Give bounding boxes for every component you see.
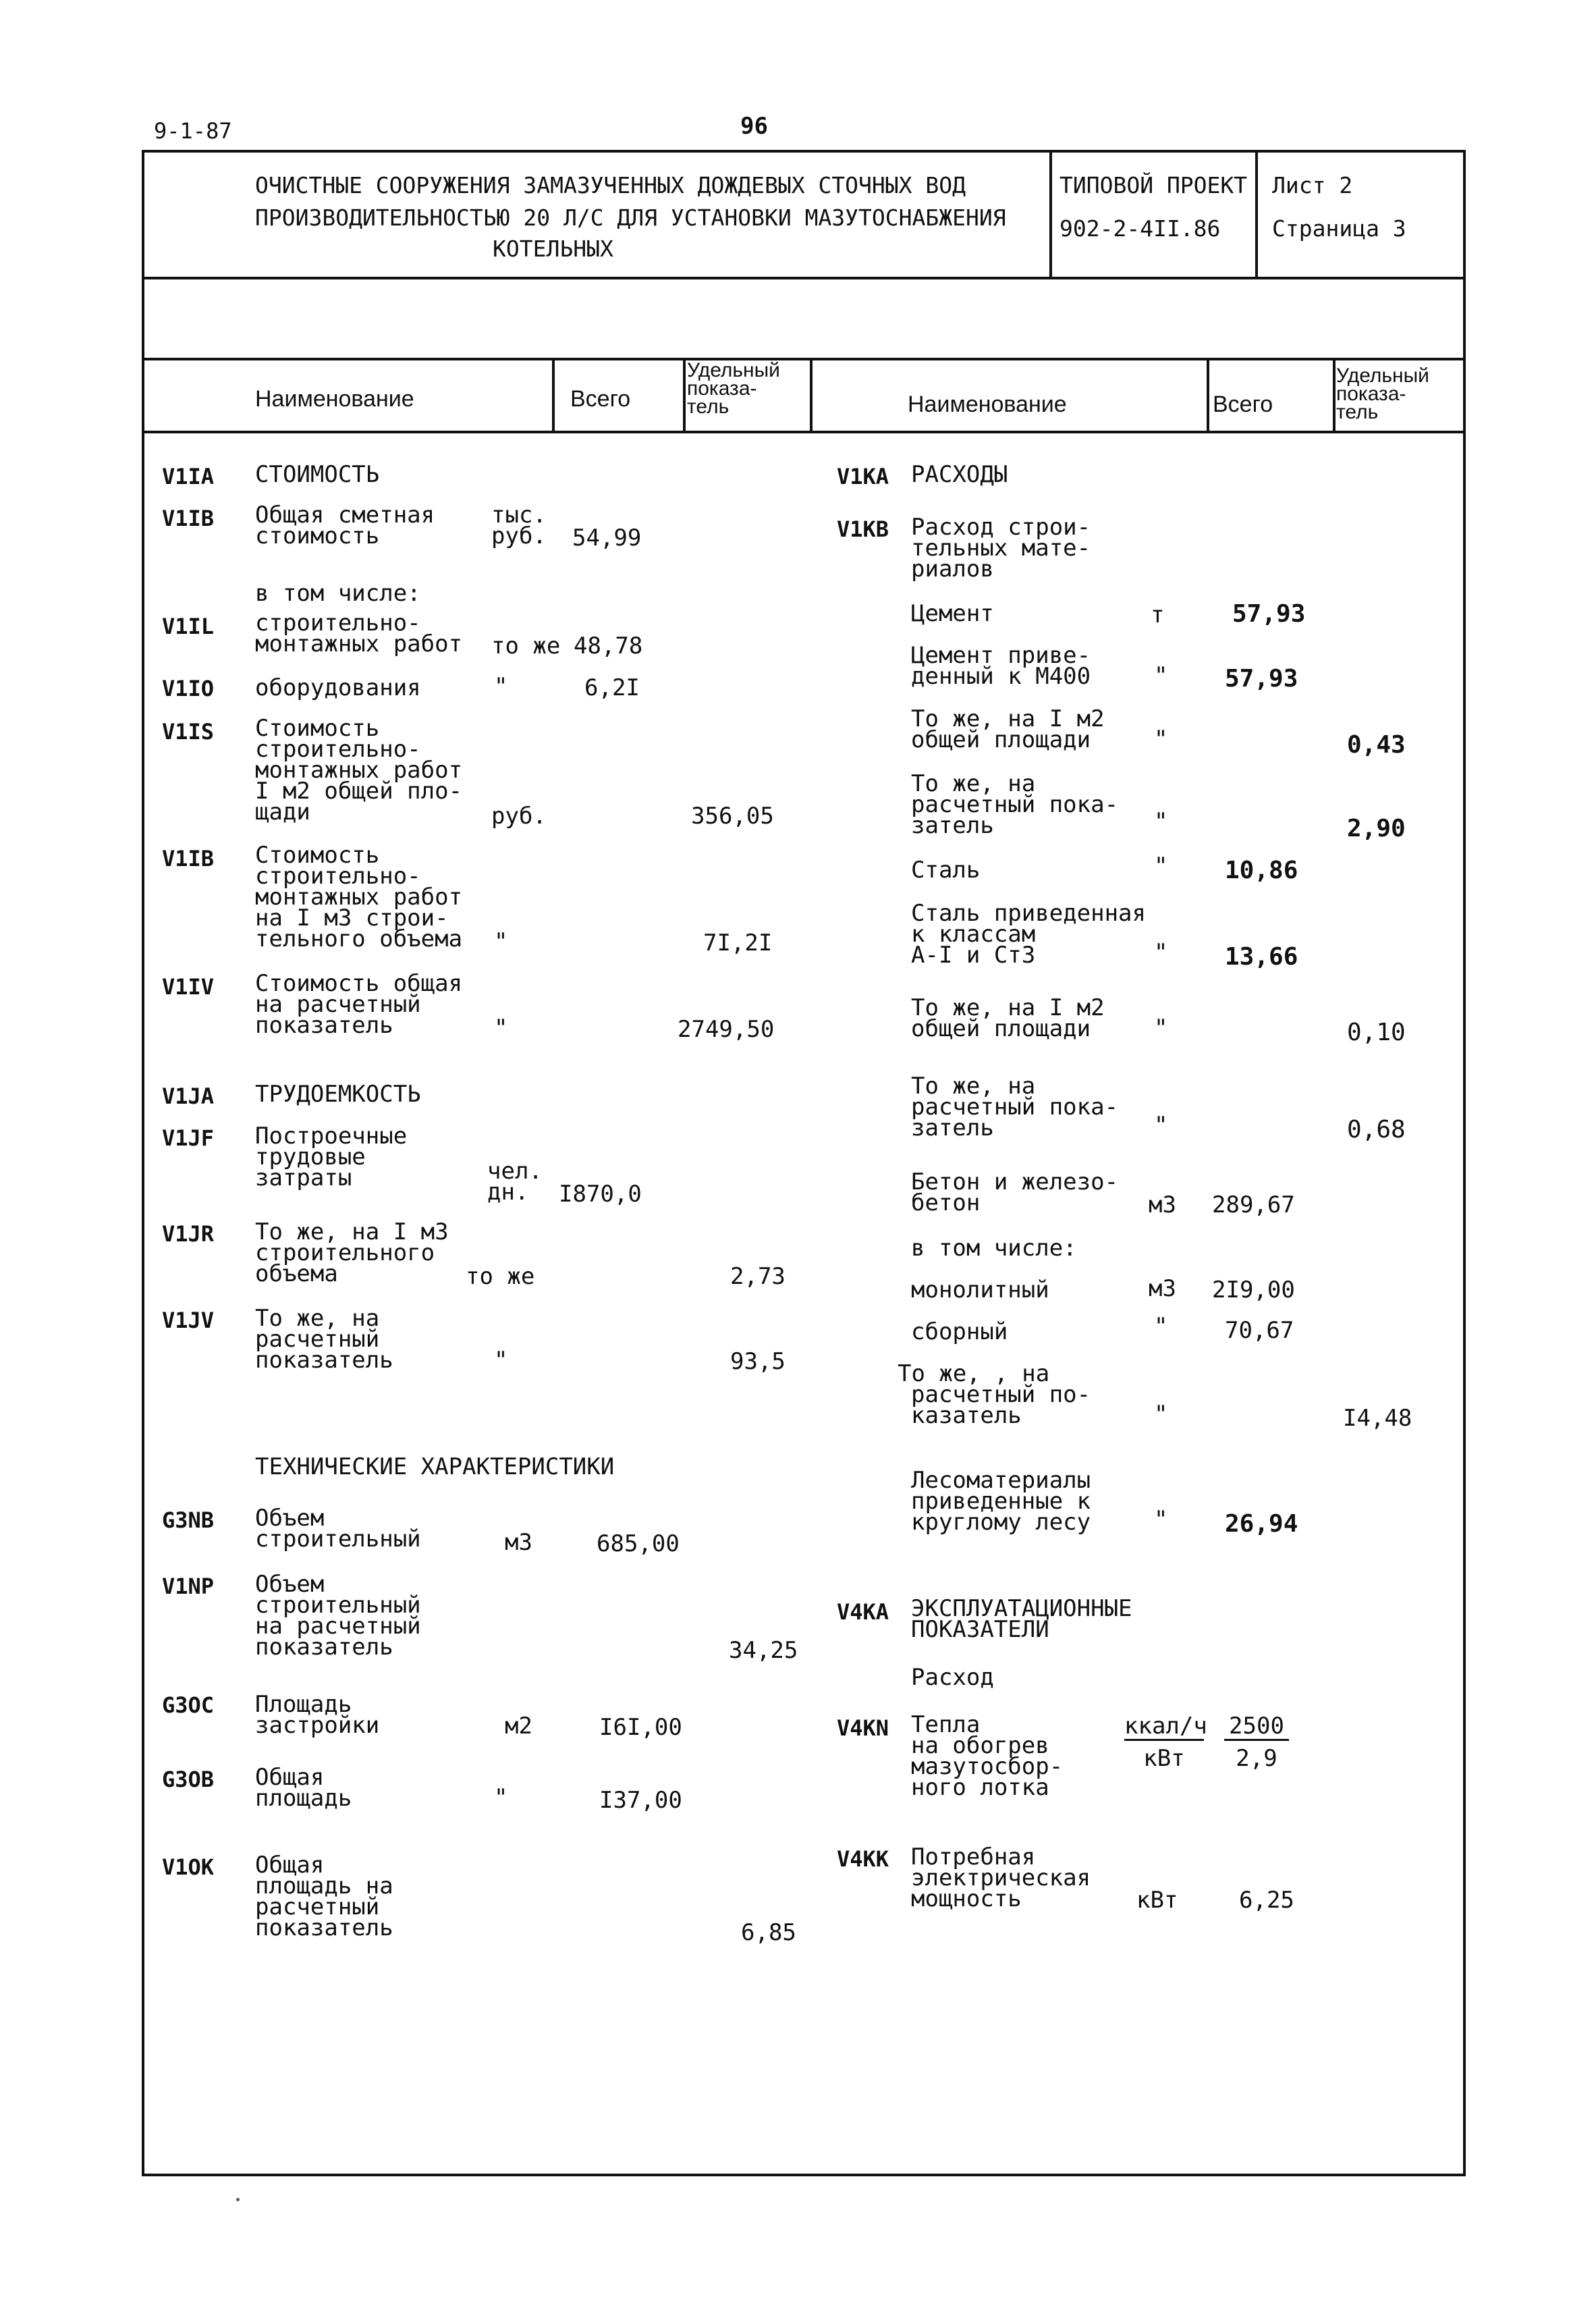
row-name-line: денный к М400 [911,663,1091,690]
row-name-line: То же, на [911,1073,1036,1100]
row-name-line: показатель [255,1634,393,1661]
row-name-line: Стоимость общая [255,970,463,997]
row-name-line: Объем [255,1571,325,1598]
column-header-specific-line: Удельный [687,359,780,381]
page-label: Страница 3 [1272,215,1406,242]
row-name-line: Общая [255,1764,325,1791]
row-name-line: на расчетный [255,1613,421,1640]
row-name-line: Объем [255,1505,325,1532]
row-unit: " [1154,1015,1168,1042]
row-code: G3NB [162,1507,215,1533]
row-name-line: затраты [255,1164,352,1191]
row-name [911,1844,1091,1912]
row-unit: м3 [505,1529,532,1556]
row-name-line: Расход строи- [911,514,1091,541]
row-unit: " [494,928,508,955]
row-name-line: щади [255,799,310,826]
row-name-line: Стоимость [255,715,380,742]
section-heading [911,1595,1132,1643]
column-divider [683,358,686,432]
section-heading: ТЕХНИЧЕСКИЕ ХАРАКТЕРИСТИКИ [255,1453,615,1480]
row-specific: 2749,50 [678,1016,775,1043]
row-name [911,900,1146,969]
row-name-line: расчетный [255,1893,380,1920]
column-header-bottom-line [142,431,1466,433]
row-name-line: расчетный по- [911,1381,1091,1408]
column-header-specific-line: показа- [687,377,757,400]
fraction-bar [1224,1739,1289,1741]
row-code: V1JV [162,1308,215,1333]
row-name [911,1168,1119,1216]
sheet-code: 9-1-87 [154,118,232,144]
row-unit: " [494,1347,508,1374]
row-name [255,1571,421,1661]
row-name: в том числе: [255,580,421,607]
total-fraction-top: 2500 [1229,1713,1284,1740]
row-name-line: на обогрев [911,1732,1049,1759]
column-header-specific [1336,365,1429,423]
row-name [911,514,1091,583]
row-name-line: к классам [911,921,1036,948]
row-specific: I4,48 [1343,1405,1412,1432]
row-name [255,970,463,1039]
row-name [255,715,463,826]
row-name: в том числе: [911,1235,1077,1262]
row-total: 2I9,00 [1212,1276,1295,1303]
row-code: V1OK [162,1854,215,1880]
row-name-line: тельных мате- [911,535,1091,562]
row-name: монолитный [911,1276,1049,1303]
row-name-line: затель [911,1114,994,1141]
unit-fraction-top: ккал/ч [1124,1713,1207,1740]
title-block-bottom-line [142,277,1466,279]
row-total: 57,93 [1225,665,1298,693]
section-heading-line: ПОКАЗАТЕЛИ [911,1616,1049,1643]
row-total: 6,2I [584,674,640,701]
row-unit [487,1158,543,1206]
row-unit: " [1154,808,1168,835]
project-label: ТИПОВОЙ ПРОЕКТ [1060,172,1248,198]
row-name-line: строительный [255,1592,421,1619]
row-total: 13,66 [1225,943,1298,971]
row-name-line: риалов [911,556,994,583]
title-line: КОТЕЛЬНЫХ [493,236,613,262]
row-specific: 0,68 [1347,1116,1406,1143]
row-specific: 356,05 [691,803,774,830]
row-name: сборный [911,1318,1008,1345]
row-code: V4KK [837,1846,889,1872]
row-name [911,1711,1064,1801]
row-specific: 0,43 [1347,731,1406,759]
column-divider [810,358,813,432]
row-name [911,1467,1091,1536]
row-name: оборудования [255,674,421,701]
row-unit: руб. [491,803,547,830]
row-code: V1IB [162,506,215,531]
row-name [255,1305,393,1374]
title-block-divider [1255,150,1258,278]
row-specific: 2,73 [730,1263,786,1290]
row-name: Сталь [911,857,981,884]
row-name-line: Общая сметная [255,502,435,529]
row-code: V4KN [837,1715,889,1741]
row-unit: " [1154,1506,1168,1533]
row-name [255,1852,393,1941]
row-name-line: строительного [255,1239,435,1266]
row-specific: 34,25 [729,1637,798,1664]
row-name-line: монтажных работ [255,757,463,784]
row-unit [491,502,547,549]
row-name-line: застройки [255,1712,380,1739]
row-name-line: То же, на I м3 [255,1218,449,1245]
row-unit-line: чел. [487,1158,543,1185]
row-unit-line: руб. [491,522,547,549]
row-total: I37,00 [599,1787,682,1814]
row-code: V1IS [162,719,215,745]
row-name-line: трудовые [255,1143,366,1171]
row-name-line: казатель [911,1402,1022,1429]
row-code: V1IO [162,676,215,701]
row-name-line: Бетон и железо- [911,1168,1119,1195]
column-header-specific [687,360,780,417]
row-name-line: Потребная [911,1844,1036,1871]
row-name-line: ного лотка [911,1774,1049,1801]
row-code: V1IB [162,846,215,871]
row-name-line: общей площади [911,726,1091,753]
row-unit: " [1154,939,1168,966]
row-name [255,1123,408,1191]
row-unit: м3 [1149,1191,1176,1218]
row-total: I6I,00 [599,1714,682,1741]
row-unit: " [1154,726,1168,753]
row-name-line: Цемент приве- [911,642,1091,669]
row-specific: 6,85 [741,1919,796,1946]
row-total: 6,25 [1239,1887,1294,1914]
row-name-line: бетон [911,1189,981,1216]
project-number: 902-2-4II.86 [1060,215,1221,242]
row-unit: " [1154,1313,1168,1340]
row-name [255,1764,352,1812]
row-code: V1JR [162,1221,215,1247]
row-unit: м3 [1149,1275,1176,1302]
row-unit: то же [491,633,561,660]
row-name-line: стоимость [255,522,380,549]
row-name-line: А-I и Ст3 [911,942,1036,969]
row-name-line: Площадь [255,1691,352,1718]
row-name-line: То же, на I м2 [911,705,1105,732]
row-name-line: Лесоматериалы [911,1467,1091,1494]
column-divider [552,358,555,432]
row-total: 54,99 [572,524,642,551]
row-name [898,1360,1091,1429]
row-name [255,502,435,549]
row-unit: м2 [505,1713,532,1740]
column-header-name: Наименование [908,392,1067,417]
row-code: V1NP [162,1573,215,1599]
row-name-line: То же, на [911,770,1036,797]
section-heading: ТРУДОЕМКОСТЬ [255,1081,421,1108]
row-unit: т [1151,601,1165,628]
row-name-line: показатель [255,1914,393,1941]
row-unit: " [494,1784,508,1811]
column-divider [1207,358,1209,432]
column-header-total: Всего [570,386,631,412]
row-code: G3OB [162,1767,215,1792]
row-name-line: Сталь приведенная [911,900,1146,927]
row-name [911,1073,1119,1141]
row-code: V4KA [837,1599,889,1625]
row-name-line: Общая [255,1852,325,1879]
row-specific: 7I,2I [703,930,773,957]
row-unit-line: дн. [487,1179,529,1206]
page-number: 96 [740,113,768,140]
row-name-line: монтажных работ [255,884,463,911]
row-name-line: расчетный пока- [911,791,1119,818]
row-name-line: То же, на I м2 [911,994,1105,1021]
column-divider [1333,358,1336,432]
row-name-line: I м2 общей пло- [255,778,463,805]
row-code: V1IL [162,614,215,639]
row-name-line: строительный [255,1526,421,1553]
column-header-specific-line: тель [1336,401,1379,423]
row-name [911,705,1105,753]
row-code: V1IA [162,464,215,489]
row-name-line: строительно- [255,736,421,763]
row-unit: кВт [1136,1887,1178,1914]
row-total: 70,67 [1225,1317,1294,1344]
row-name-line: расчетный пока- [911,1094,1119,1121]
title-line: ОЧИСТНЫЕ СООРУЖЕНИЯ ЗАМАЗУЧЕННЫХ ДОЖДЕВЫХ СТОЧНЫХ ВОД [255,172,966,198]
row-name-line: электрическая [911,1864,1091,1891]
row-name-line: тельного объема [255,925,463,952]
column-header-specific-line: тель [687,396,730,418]
column-header-top-line [142,358,1466,360]
row-code: V1IV [162,974,215,1000]
row-name-line: объема [255,1260,338,1287]
row-name-line: расчетный [255,1326,380,1353]
row-total: 289,67 [1212,1191,1295,1218]
row-name [911,770,1119,839]
row-name-line: на расчетный [255,991,421,1018]
row-name-line: Тепла [911,1711,981,1738]
row-total: I870,0 [559,1181,642,1208]
row-specific: 93,5 [730,1348,786,1375]
row-name-line: То же, на [255,1305,380,1332]
row-name-line: площадь на [255,1873,393,1900]
row-unit: " [1154,1401,1168,1428]
row-name [255,1218,449,1287]
title-line: ПРОИЗВОДИТЕЛЬНОСТЬЮ 20 Л/С ДЛЯ УСТАНОВКИ МАЗУТОСНАБЖЕНИЯ [255,205,1006,231]
row-code: V1JA [162,1083,215,1109]
fraction-bar [1124,1739,1204,1741]
row-name-line: показатель [255,1347,393,1374]
row-name [255,610,463,657]
row-name: Расход [911,1664,994,1691]
section-heading-line: ЭКСПЛУАТАЦИОННЫЕ [911,1595,1132,1622]
title-block-divider [1049,150,1052,278]
row-unit: " [1154,853,1168,880]
section-heading: РАСХОДЫ [911,461,1008,488]
row-code: G3OC [162,1692,215,1718]
section-heading: СТОИМОСТЬ [255,461,380,488]
row-name [255,1691,380,1739]
row-name-line: Построечные [255,1123,408,1150]
unit-fraction-bottom: кВт [1143,1745,1185,1772]
total-fraction-bottom: 2,9 [1236,1745,1277,1772]
row-unit: " [1154,1112,1168,1139]
row-name-line: То же, , на [898,1360,1050,1387]
row-name-line: мощность [911,1885,1022,1912]
row-name [911,642,1091,690]
row-name-line: строительно- [255,863,421,890]
row-code: V1JF [162,1125,215,1151]
row-name-line: монтажных работ [255,630,463,657]
row-unit: " [1154,662,1168,689]
row-name-line: мазутосбор- [911,1753,1064,1780]
row-name-line: строительно- [255,610,421,637]
sheet-label: Лист 2 [1272,172,1353,198]
scan-speck [236,2198,240,2201]
row-code: V1KB [837,516,889,542]
column-header-total: Всего [1213,392,1273,417]
row-name-line: затель [911,812,994,839]
row-name-line: на I м3 строи- [255,905,449,932]
row-name-line: общей площади [911,1015,1091,1042]
row-unit: то же [466,1263,535,1290]
row-unit: " [494,673,508,700]
column-header-specific-line: показа- [1336,383,1406,405]
column-header-name: Наименование [255,386,414,412]
row-unit: " [494,1015,508,1042]
row-name-line: площадь [255,1785,352,1812]
row-name-line: приведенные к [911,1488,1091,1515]
row-total: 10,86 [1225,857,1298,884]
row-total: 48,78 [574,633,643,660]
row-name-line: показатель [255,1012,393,1039]
row-name [255,1505,421,1553]
row-total: 685,00 [597,1530,680,1557]
row-name-line: круглому лесу [911,1509,1091,1536]
row-total: 57,93 [1232,600,1306,628]
row-unit-line: тыс. [491,502,547,529]
row-name-line: Стоимость [255,842,380,869]
row-name: Цемент [911,600,994,627]
row-total: 26,94 [1225,1510,1298,1538]
row-specific: 2,90 [1347,815,1406,842]
row-code: V1KA [837,464,889,489]
row-name [911,994,1105,1042]
row-specific: 0,10 [1347,1019,1406,1046]
row-name [255,842,463,952]
column-header-specific-line: Удельный [1336,365,1429,387]
